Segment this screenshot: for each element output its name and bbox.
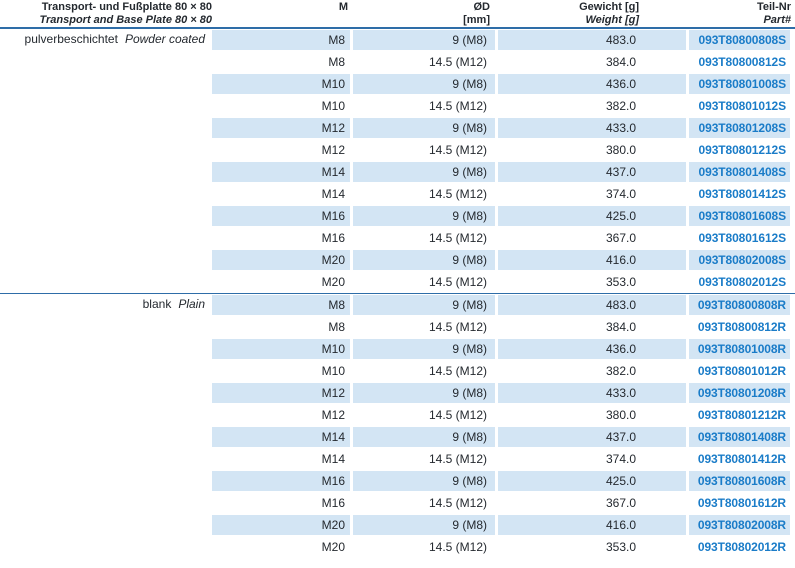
part-number-cell: 093T80800808S [689, 29, 795, 51]
hole-diameter-cell: 14.5 (M12) [353, 227, 498, 249]
section-label-cell [0, 536, 212, 558]
part-number-cell: 093T80802012S [689, 271, 795, 293]
section-label-cell [0, 205, 212, 227]
part-number-cell: 093T80801208R [689, 382, 795, 404]
section-label-en: Plain [178, 297, 205, 311]
hole-diameter-cell: 9 (M8) [353, 161, 498, 183]
hole-diameter-cell: 14.5 (M12) [353, 51, 498, 73]
thread-size-cell: M20 [212, 514, 353, 536]
section-label-cell [0, 316, 212, 338]
section-label-cell [0, 271, 212, 293]
table-section [0, 293, 795, 558]
column-header-part [689, 0, 795, 27]
column-header-diameter-unit: [mm] [463, 14, 490, 26]
weight-cell: 416.0 [498, 249, 689, 271]
weight-cell: 433.0 [498, 382, 689, 404]
section-label-en: Powder coated [124, 32, 205, 46]
table-row [0, 382, 795, 404]
part-number-cell: 093T80801212S [689, 139, 795, 161]
section-label-cell [0, 249, 212, 271]
part-number-cell: 093T80801412S [689, 183, 795, 205]
hole-diameter-cell: 9 (M8) [353, 29, 498, 51]
table-row [0, 161, 795, 183]
thread-size-cell: M12 [212, 404, 353, 426]
part-number-cell: 093T80801408R [689, 426, 795, 448]
part-number-cell: 093T80801612S [689, 227, 795, 249]
table-row [0, 29, 795, 51]
weight-cell: 353.0 [498, 271, 689, 293]
hole-diameter-cell: 14.5 (M12) [353, 448, 498, 470]
table-title [0, 0, 212, 27]
table-row [0, 205, 795, 227]
table-header-row [0, 0, 795, 29]
thread-size-cell: M10 [212, 95, 353, 117]
weight-cell: 367.0 [498, 492, 689, 514]
part-number-cell: 093T80801608S [689, 205, 795, 227]
table-row [0, 404, 795, 426]
weight-cell: 416.0 [498, 514, 689, 536]
thread-size-cell: M10 [212, 360, 353, 382]
table-row [0, 249, 795, 271]
section-label-cell [0, 514, 212, 536]
thread-size-cell: M14 [212, 161, 353, 183]
hole-diameter-cell: 9 (M8) [353, 514, 498, 536]
section-label-cell [0, 404, 212, 426]
column-header-weight [498, 0, 689, 27]
weight-cell: 436.0 [498, 73, 689, 95]
thread-size-cell: M8 [212, 51, 353, 73]
hole-diameter-cell: 14.5 (M12) [353, 404, 498, 426]
section-label-cell [0, 183, 212, 205]
thread-size-cell: M14 [212, 448, 353, 470]
thread-size-cell: M14 [212, 426, 353, 448]
section-label-cell [0, 338, 212, 360]
weight-cell: 380.0 [498, 404, 689, 426]
hole-diameter-cell: 14.5 (M12) [353, 139, 498, 161]
table-row [0, 492, 795, 514]
part-number-cell: 093T80801612R [689, 492, 795, 514]
section-label-cell [0, 161, 212, 183]
thread-size-cell: M12 [212, 382, 353, 404]
table-row [0, 514, 795, 536]
weight-cell: 436.0 [498, 338, 689, 360]
weight-cell: 437.0 [498, 426, 689, 448]
weight-cell: 384.0 [498, 51, 689, 73]
thread-size-cell: M16 [212, 227, 353, 249]
table-row [0, 73, 795, 95]
hole-diameter-cell: 14.5 (M12) [353, 492, 498, 514]
table-row [0, 227, 795, 249]
weight-cell: 483.0 [498, 29, 689, 51]
part-number-cell: 093T80802008S [689, 249, 795, 271]
hole-diameter-cell: 9 (M8) [353, 382, 498, 404]
table-body [0, 29, 795, 558]
table-row [0, 117, 795, 139]
part-number-cell: 093T80801012R [689, 360, 795, 382]
weight-cell: 382.0 [498, 95, 689, 117]
weight-cell: 367.0 [498, 227, 689, 249]
column-header-diameter-label: ØD [473, 1, 490, 13]
table-row [0, 360, 795, 382]
table-row [0, 139, 795, 161]
thread-size-cell: M20 [212, 536, 353, 558]
part-number-cell: 093T80800812R [689, 316, 795, 338]
table-row [0, 183, 795, 205]
section-label-cell [0, 382, 212, 404]
thread-size-cell: M16 [212, 492, 353, 514]
hole-diameter-cell: 14.5 (M12) [353, 316, 498, 338]
table-section [0, 29, 795, 293]
part-number-cell: 093T80801008R [689, 338, 795, 360]
hole-diameter-cell: 9 (M8) [353, 294, 498, 316]
thread-size-cell: M10 [212, 73, 353, 95]
hole-diameter-cell: 14.5 (M12) [353, 183, 498, 205]
section-label-cell [0, 95, 212, 117]
part-number-cell: 093T80801408S [689, 161, 795, 183]
hole-diameter-cell: 14.5 (M12) [353, 360, 498, 382]
part-number-cell: 093T80800812S [689, 51, 795, 73]
section-label-cell [0, 29, 212, 51]
hole-diameter-cell: 14.5 (M12) [353, 95, 498, 117]
part-number-cell: 093T80801212R [689, 404, 795, 426]
weight-cell: 425.0 [498, 205, 689, 227]
thread-size-cell: M20 [212, 249, 353, 271]
part-number-cell: 093T80801008S [689, 73, 795, 95]
table-row [0, 294, 795, 316]
column-header-m [212, 0, 353, 27]
section-label-cell [0, 73, 212, 95]
thread-size-cell: M16 [212, 205, 353, 227]
section-label-de: pulverbeschichtet [24, 32, 118, 46]
thread-size-cell: M12 [212, 139, 353, 161]
hole-diameter-cell: 9 (M8) [353, 117, 498, 139]
table-row [0, 316, 795, 338]
section-label-cell [0, 294, 212, 316]
column-header-diameter [353, 0, 498, 27]
thread-size-cell: M16 [212, 470, 353, 492]
weight-cell: 425.0 [498, 470, 689, 492]
hole-diameter-cell: 9 (M8) [353, 73, 498, 95]
hole-diameter-cell: 9 (M8) [353, 249, 498, 271]
hole-diameter-cell: 14.5 (M12) [353, 271, 498, 293]
table-row [0, 271, 795, 293]
section-label-cell [0, 51, 212, 73]
section-label-de: blank [142, 297, 172, 311]
section-label-cell [0, 227, 212, 249]
hole-diameter-cell: 9 (M8) [353, 205, 498, 227]
weight-cell: 374.0 [498, 183, 689, 205]
part-number-cell: 093T80801208S [689, 117, 795, 139]
table-row [0, 470, 795, 492]
thread-size-cell: M14 [212, 183, 353, 205]
thread-size-cell: M8 [212, 29, 353, 51]
table-row [0, 448, 795, 470]
weight-cell: 353.0 [498, 536, 689, 558]
table-row [0, 51, 795, 73]
thread-size-cell: M8 [212, 316, 353, 338]
table-row [0, 536, 795, 558]
section-label-cell [0, 492, 212, 514]
hole-diameter-cell: 9 (M8) [353, 470, 498, 492]
section-label-cell [0, 448, 212, 470]
column-header-part-en: Part# [763, 14, 791, 26]
table-row [0, 338, 795, 360]
hole-diameter-cell: 9 (M8) [353, 426, 498, 448]
thread-size-cell: M12 [212, 117, 353, 139]
part-number-cell: 093T80801608R [689, 470, 795, 492]
part-number-cell: 093T80800808R [689, 294, 795, 316]
section-label-cell [0, 360, 212, 382]
column-header-part-de: Teil-Nr [756, 1, 791, 13]
column-header-weight-en: Weight [g] [585, 14, 639, 26]
table-row [0, 95, 795, 117]
weight-cell: 433.0 [498, 117, 689, 139]
column-header-m-label: M [338, 1, 348, 13]
thread-size-cell: M20 [212, 271, 353, 293]
section-label-cell [0, 470, 212, 492]
weight-cell: 437.0 [498, 161, 689, 183]
weight-cell: 382.0 [498, 360, 689, 382]
hole-diameter-cell: 9 (M8) [353, 338, 498, 360]
table-row [0, 426, 795, 448]
section-label-cell [0, 117, 212, 139]
weight-cell: 384.0 [498, 316, 689, 338]
thread-size-cell: M8 [212, 294, 353, 316]
part-number-cell: 093T80801412R [689, 448, 795, 470]
table-title-de: Transport- und Fußplatte 80 × 80 [41, 1, 212, 13]
section-label-cell [0, 426, 212, 448]
thread-size-cell: M10 [212, 338, 353, 360]
weight-cell: 374.0 [498, 448, 689, 470]
hole-diameter-cell: 14.5 (M12) [353, 536, 498, 558]
table-title-en: Transport and Base Plate 80 × 80 [39, 14, 212, 26]
column-header-weight-de: Gewicht [g] [579, 1, 639, 13]
weight-cell: 483.0 [498, 294, 689, 316]
part-number-cell: 093T80802008R [689, 514, 795, 536]
weight-cell: 380.0 [498, 139, 689, 161]
section-label-cell [0, 139, 212, 161]
part-number-cell: 093T80801012S [689, 95, 795, 117]
part-number-cell: 093T80802012R [689, 536, 795, 558]
